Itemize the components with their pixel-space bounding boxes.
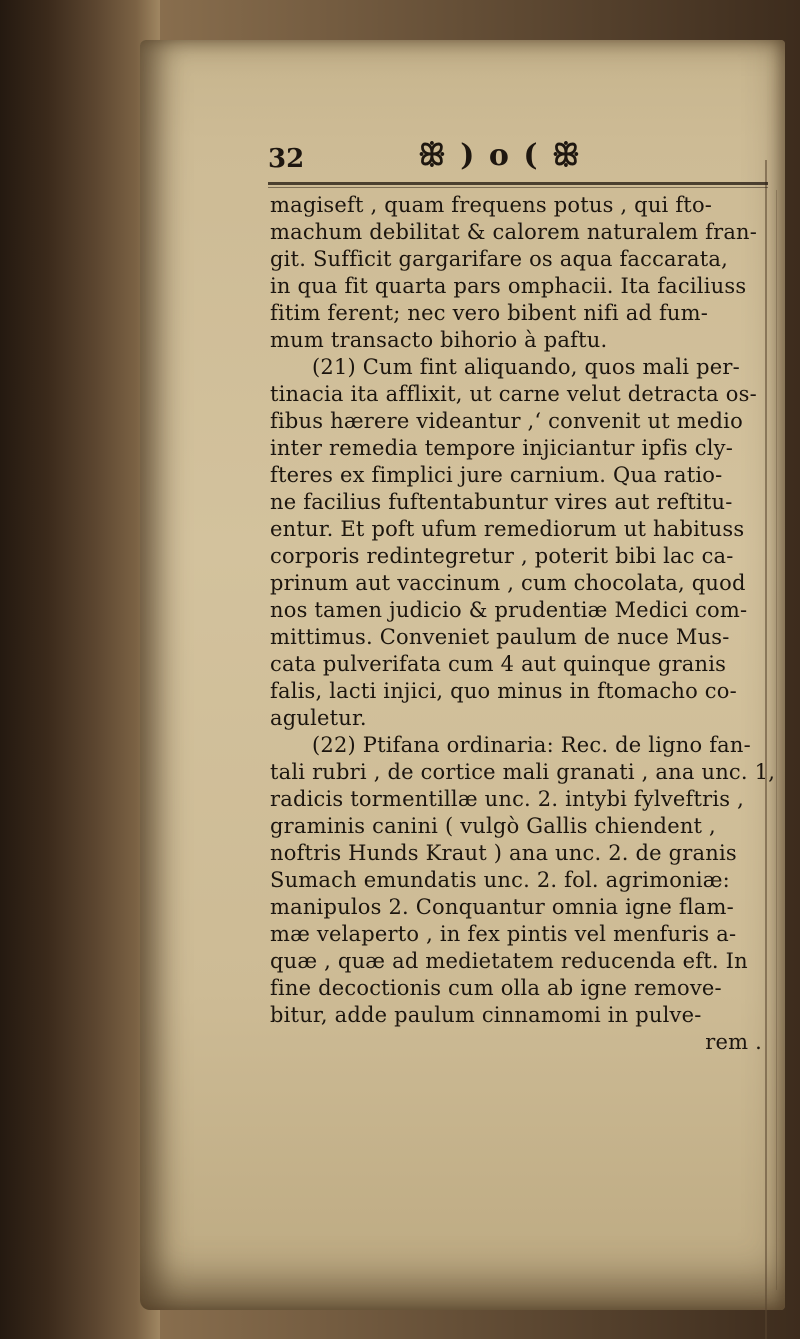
text-line: graminis canini ( vulgò Gallis chiendent , [270, 814, 716, 838]
text-line: fteres ex fimplici jure carnium. Qua ratio- [270, 463, 723, 487]
text-line: bitur, adde paulum cinnamomi in pulve- [270, 1003, 702, 1027]
text-line: nos tamen judicio & prudentiæ Medici com- [270, 598, 748, 622]
page-number: 32 [268, 144, 305, 174]
text-line: machum debilitat & calorem naturalem fran- [270, 220, 758, 244]
header-rule-thin [268, 187, 768, 188]
catchword: rem . [705, 1030, 762, 1054]
text-line: aguletur. [270, 706, 367, 730]
body-text [270, 192, 776, 1056]
header-ornament: ꕥ ) o ( ꕥ [418, 138, 582, 173]
text-line: in qua fit quarta pars omphacii. Ita faciliuss [270, 274, 747, 298]
text-line: cata pulverifata cum 4 aut quinque granis [270, 652, 727, 676]
text-line: mæ velaperto , in fex pintis vel menfuris a- [270, 922, 737, 946]
text-line: git. Sufficit gargarifare os aqua faccarata, [270, 247, 728, 271]
paragraph-start-21: (21) Cum fint aliquando, quos mali per- [312, 355, 740, 379]
text-line: fibus hærere videantur ,‘ convenit ut medio [270, 409, 743, 433]
running-header [268, 136, 768, 180]
paragraph-start-22: (22) Ptifana ordinaria: Rec. de ligno fan- [312, 733, 751, 757]
text-line: tali rubri , de cortice mali granati , ana unc. 1, [270, 760, 776, 784]
page-edge-shadow [776, 190, 777, 1290]
text-line: manipulos 2. Conquantur omnia igne flam- [270, 895, 734, 919]
text-line: falis, lacti injici, quo minus in ftomacho co- [270, 679, 737, 703]
text-line: radicis tormentillæ unc. 2. intybi fylveftris , [270, 787, 745, 811]
text-line: tinacia ita afflixit, ut carne velut detracta os- [270, 382, 757, 406]
text-line: magiseft , quam frequens potus , qui fto- [270, 193, 713, 217]
text-line: Sumach emundatis unc. 2. fol. agrimoniæ: [270, 868, 730, 892]
text-line: entur. Et poft ufum remediorum ut habituss [270, 517, 745, 541]
book-binding [0, 0, 160, 1339]
text-line: noftris Hunds Kraut ) ana unc. 2. de granis [270, 841, 737, 865]
header-rule [268, 182, 768, 185]
text-line: mittimus. Conveniet paulum de nuce Mus- [270, 625, 730, 649]
text-line: fitim ferent; nec vero bibent nifi ad fum- [270, 301, 709, 325]
text-line: mum transacto bihorio à paftu. [270, 328, 608, 352]
text-line: corporis redintegretur , poterit bibi lac ca- [270, 544, 734, 568]
text-line: prinum aut vaccinum , cum chocolata, quod [270, 571, 746, 595]
text-line: quæ , quæ ad medietatem reducenda eft. In [270, 949, 748, 973]
text-line: ne facilius fuftentabuntur vires aut reftitu- [270, 490, 733, 514]
text-line: inter remedia tempore injiciantur ipfis cly- [270, 436, 733, 460]
text-line: fine decoctionis cum olla ab igne remove- [270, 976, 722, 1000]
